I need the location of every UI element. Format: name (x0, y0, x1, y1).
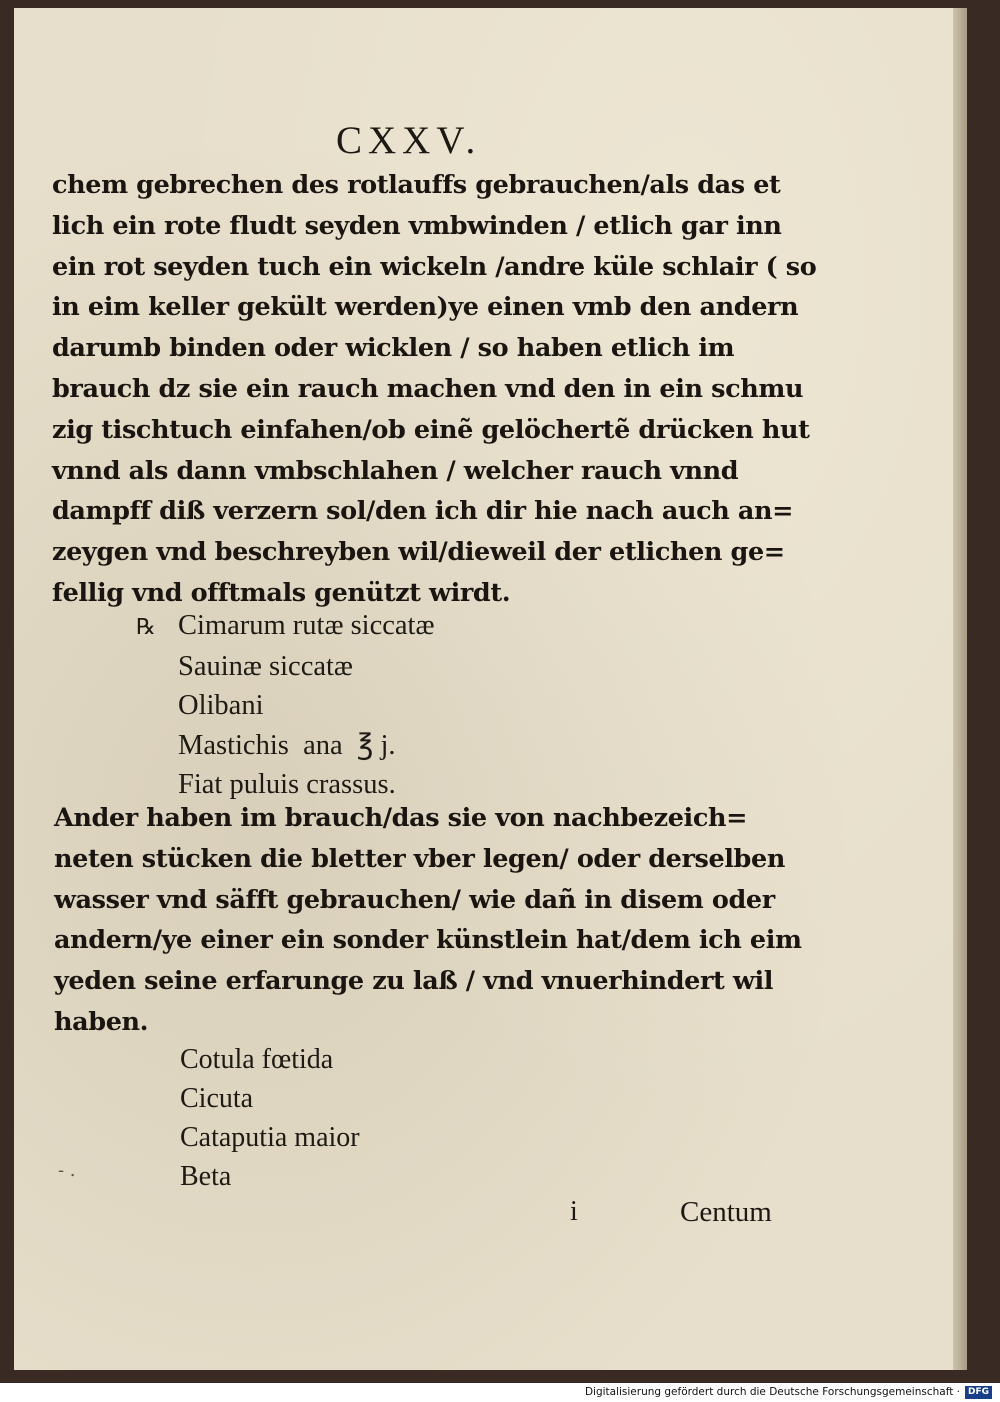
text-line: dampff diß verzern sol/den ich dir hie nach auch an= (52, 496, 794, 527)
footer-credit: Digitalisierung gefördert durch die Deutsche Forschungsgemeinschaft · (584, 1386, 960, 1398)
recipe-ingredient: Cimarum rutæ siccatæ (178, 610, 435, 641)
text-line: lich ein rote fludt seyden vmbwinden / etlich gar inn (52, 210, 782, 241)
paragraph-2 (54, 798, 814, 1043)
text-line: wasser vnd säfft gebrauchen/ wie dañ in disem oder (54, 884, 775, 915)
page-gutter (953, 8, 967, 1370)
text-line: Ander haben im brauch/das sie von nachbezeich= (54, 803, 748, 833)
recipe-line (136, 686, 434, 726)
plant-item: Cotula fœtida (180, 1044, 334, 1075)
book-page (14, 8, 967, 1370)
text-line: andern/ye einer ein sonder künstlein hat/dem ich eim (54, 925, 802, 956)
dfg-logo[interactable]: DFG (965, 1386, 992, 1399)
footer-bar (0, 1385, 1000, 1402)
text-line: yeden seine erfarunge zu laß / vnd vnuerhindert wil (54, 966, 774, 997)
text-line: darumb binden oder wicklen / so haben etlich im (52, 333, 735, 364)
recipe-line (136, 647, 434, 687)
text-line: haben. (54, 1006, 149, 1037)
signature-mark: i (570, 1196, 578, 1227)
marginal-mark: - . (58, 1160, 76, 1181)
text-line: zeygen vnd beschreyben wil/dieweil der etlichen ge= (52, 537, 785, 568)
plant-item: Cicuta (180, 1083, 254, 1114)
text-line: in eim keller gekült werden)ye einen vmb den andern (52, 292, 799, 323)
text-line: fellig vnd offtmals genützt wirdt. (52, 577, 511, 608)
plant-item: Beta (180, 1161, 232, 1192)
text-line: vnnd als dann vmbschlahen / welcher rauch vnnd (52, 455, 739, 486)
recipe-instruction: Fiat puluis crassus. (178, 769, 396, 800)
page-number: CXXV. (336, 119, 482, 162)
recipe-ingredient: Mastichis ana ℥ j. (178, 729, 396, 761)
plant-list (180, 1040, 360, 1196)
text-line: chem gebrechen des rotlauffs gebrauchen/als das et (52, 170, 781, 200)
recipe-ingredient: Olibani (178, 690, 264, 721)
recipe-block (136, 606, 434, 805)
paragraph-1 (52, 165, 817, 614)
text-line: zig tischtuch einfahen/ob einẽ gelöchertẽ drücken hut (52, 414, 810, 445)
text-line: ein rot seyden tuch ein wickeln /andre küle schlair ( so (52, 251, 817, 282)
catchword: Centum (680, 1196, 772, 1228)
text-line: neten stücken die bletter vber legen/ oder derselben (54, 843, 785, 874)
recipe-ingredient: Sauinæ siccatæ (178, 650, 353, 682)
recipe-line (136, 726, 434, 766)
recipe-line (136, 606, 434, 647)
plant-item: Cataputia maior (180, 1122, 360, 1153)
text-line: brauch dz sie ein rauch machen vnd den in ein schmu (52, 373, 804, 404)
recipe-symbol: ℞ (136, 614, 156, 639)
